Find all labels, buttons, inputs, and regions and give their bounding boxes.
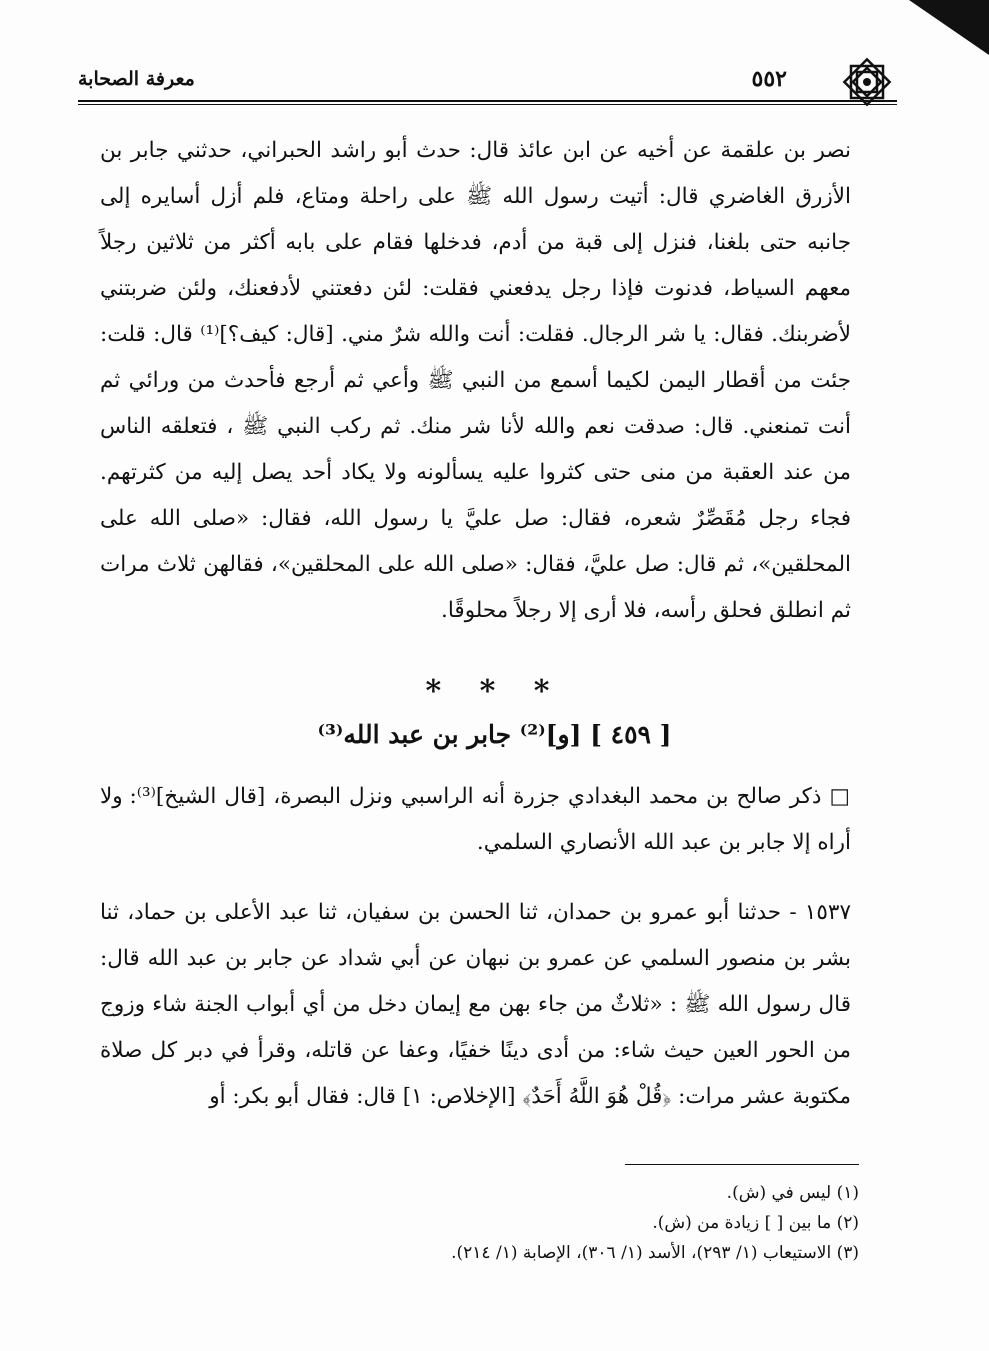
ornament-icon [837,52,897,112]
header-rule-thin [78,104,897,105]
body-paragraph-1: نصر بن علقمة عن أخيه عن ابن عائذ قال: حدث أبو راشد الحبراني، حدثني جابر بن الأزرق الغاضري قال: أتيت رسول الله ﷺ على راحلة ومتاع، فلم أزل أسايره إلى جانبه حتى بلغنا، فنزل إلى قبة من أدم، فدخلها فقام على بابه أكثر من ثلاثين رجلاً معهم السياط، فدنوت فإذا رجل يدفعني فقلت: لئن دفعتني لأدفعنك، ولئن ضربتني لأضربنك. فقال: يا شر الرجال. فقلت: أنت والله شرٌ مني. [قال: كيف؟]⁽¹⁾ قال: قلت: جئت من أقطار اليمن لكيما أسمع من النبي ﷺ وأعي ثم أرجع فأحدث من ورائي ثم أنت تمنعني. قال: صدقت نعم والله لأنا شر منك. ثم ركب النبي ﷺ ، فتعلقه الناس من عند العقبة من منى حتى كثروا عليه يسألونه ولا يكاد أحد يصل إليه من كثرتهم. فجاء رجل مُقَصِّرٌ شعره، فقال: صل عليَّ يا رسول الله، فقال: «صلى الله على المحلقين»، ثم قال: صل عليَّ، فقال: «صلى الله على المحلقين»، فقالهن ثلاث مرات ثم انطلق فحلق رأسه، فلا أرى إلا رجلاً محلوقًا. [100,138,851,623]
book-title: معرفة الصحابة [78,68,195,90]
page-corner-mark [909,0,989,55]
header-rule [78,100,897,102]
footnote-rule [625,1164,859,1165]
footnotes [100,1178,859,1268]
footnote-3: (٣) الاستيعاب (١/ ٢٩٣)، الأسد (١/ ٣٠٦)، الإصابة (١/ ٢١٤). [451,1243,859,1263]
page-number: ٥٥٢ [751,66,787,92]
body-paragraph-3: ١٥٣٧ - حدثنا أبو عمرو بن حمدان، ثنا الحسن بن سفيان، ثنا عبد الأعلى بن حماد، ثنا بشر بن منصور السلمي عن عمرو بن نبهان عن أبي شداد عن جابر بن عبد الله قال: قال رسول الله ﷺ : «ثلاثٌ من جاء بهن مع إيمان دخل من أي أبواب الجنة شاء وزوج من الحور العين حيث شاء: من أدى دينًا خفيًا، وعفا عن قاتله، وقرأ في دبر كل صلاة مكتوبة عشر مرات: ﴿قُلْ هُوَ اللَّهُ أَحَدٌ﴾ [الإخلاص: ١] قال: فقال أبو بكر: أو [100,900,851,1109]
footnote-1: (١) ليس في (ش). [726,1183,859,1203]
page-header [78,64,857,104]
entry-heading: [ ٤٥٩ ] [و]⁽²⁾ جابر بن عبد الله⁽³⁾ [317,720,672,749]
body-paragraph-2: □ ذكر صالح بن محمد البغدادي جزرة أنه الراسبي ونزل البصرة، [قال الشيخ]⁽³⁾: ولا أراه إلا جابر بن عبد الله الأنصاري السلمي. [100,784,851,855]
footnote-2: (٢) ما بين [ ] زيادة من (ش). [652,1213,859,1233]
section-separator: * * * [425,674,564,709]
